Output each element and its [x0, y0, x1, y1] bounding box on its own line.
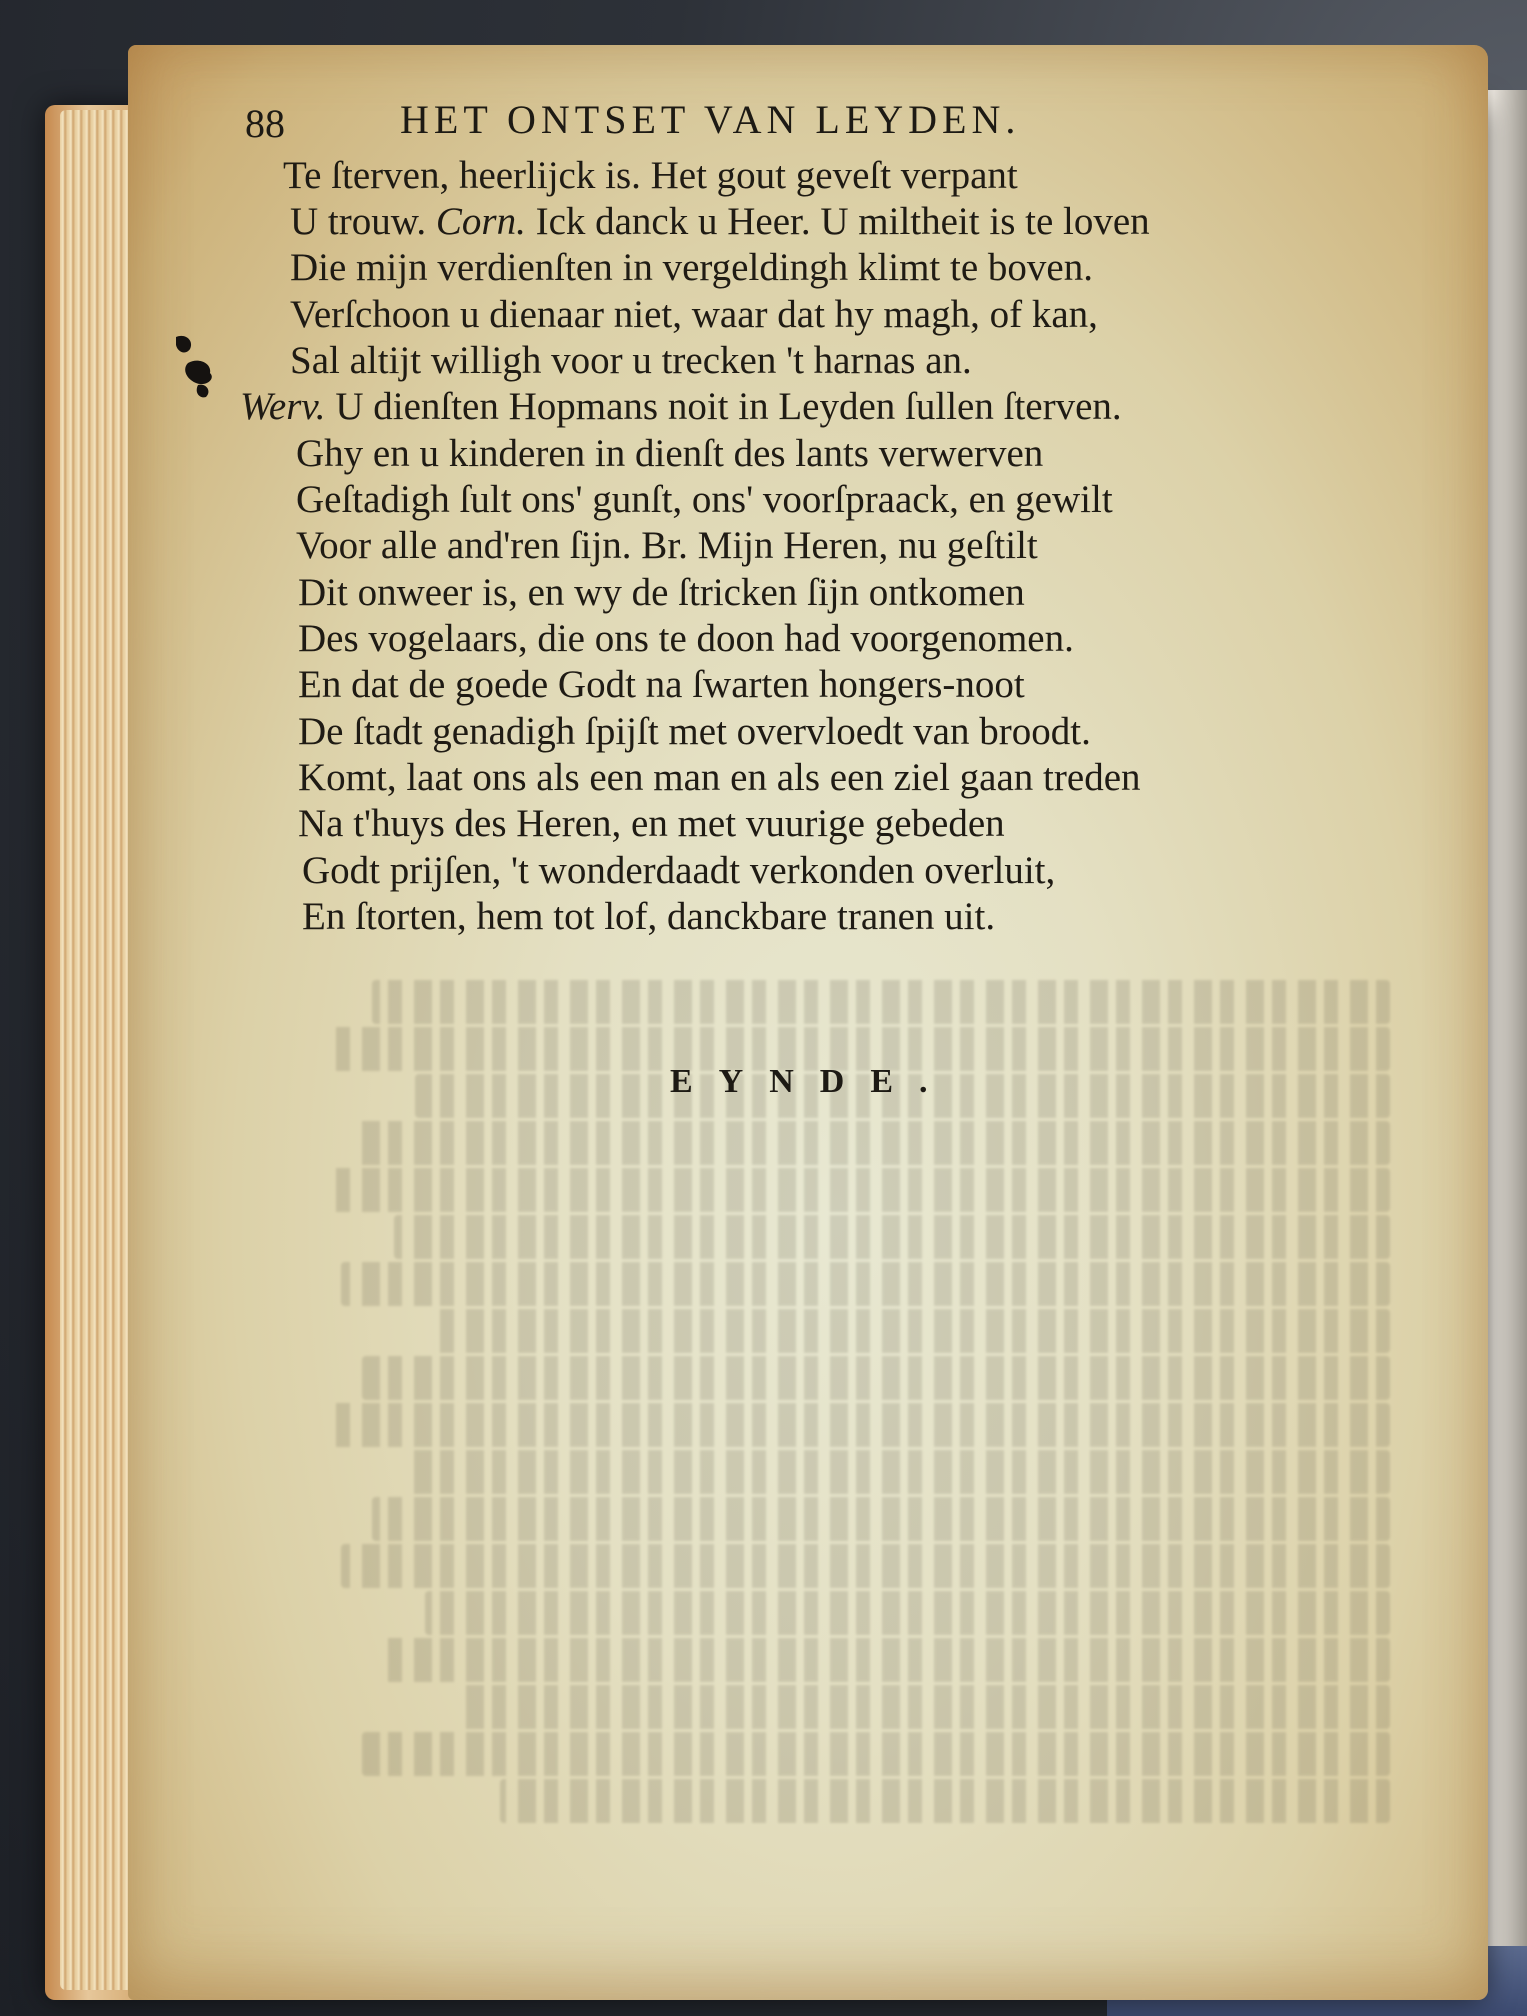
speaker-label: Corn. — [435, 200, 526, 243]
verse-text: Geſtadigh ſult ons' gunſt, ons' voorſpraack, en gewilt — [296, 478, 1113, 521]
verse-line — [290, 338, 972, 384]
verse-line — [298, 662, 1025, 708]
verse-line — [296, 523, 1038, 569]
verse-text: Verſchoon u dienaar niet, waar dat hy magh, of kan, — [290, 293, 1098, 336]
verse-line — [240, 384, 1122, 430]
verse-line — [302, 848, 1055, 894]
verse-line — [296, 431, 1043, 477]
verse-text: Te ſterven, heerlijck is. Het gout geveſt verpant — [283, 154, 1018, 197]
verse-text: U dienſten Hopmans noit in Leyden ſullen ſterven. — [325, 385, 1122, 428]
verse-text: Na t'huys des Heren, en met vuurige gebeden — [298, 802, 1005, 845]
verse-line — [290, 199, 1150, 245]
verse-text: De ſtadt genadigh ſpijſt met overvloedt van broodt. — [298, 710, 1091, 753]
speaker-label: Werv. — [240, 385, 326, 428]
verse-line — [298, 801, 1005, 847]
verse-text: Voor alle and'ren ſijn. Br. Mijn Heren, nu geſtilt — [296, 524, 1038, 567]
verse-line — [283, 153, 1018, 199]
verse-line — [296, 477, 1113, 523]
verse-line — [298, 755, 1141, 801]
ink-smudge-mark — [172, 333, 224, 403]
verse-text: Sal altijt willigh voor u trecken 't harnas an. — [290, 339, 972, 382]
colophon-eynde: EYNDE. — [670, 1063, 954, 1100]
verse-text: Godt prijſen, 't wonderdaadt verkonden overluit, — [302, 849, 1056, 892]
verse-line — [290, 292, 1098, 338]
verse-line — [298, 616, 1074, 662]
verse-text: Komt, laat ons als een man en als een ziel gaan treden — [298, 756, 1141, 799]
verse-text: Die mijn verdienſten in vergeldingh klimt te boven. — [290, 246, 1093, 289]
running-head: HET ONTSET VAN LEYDEN. — [400, 97, 1021, 142]
verse-line — [302, 894, 995, 940]
verse-text: Dit onweer is, en wy de ſtricken ſijn ontkomen — [298, 571, 1025, 614]
verse-line — [298, 709, 1091, 755]
verse-text: En dat de goede Godt na ſwarten hongers-noot — [298, 663, 1025, 706]
verse-text: U trouw. — [290, 200, 436, 243]
verse-text: En ſtorten, hem tot lof, danckbare tranen uit. — [302, 895, 996, 938]
verse-text: Ghy en u kinderen in dienſt des lants verwerven — [296, 432, 1044, 475]
page-number: 88 — [245, 101, 285, 146]
verse-line — [290, 245, 1093, 291]
verse-line — [298, 570, 1025, 616]
verse-text: Des vogelaars, die ons te doon had voorgenomen. — [298, 617, 1074, 660]
verse-text: Ick danck u Heer. U miltheit is te loven — [525, 200, 1150, 243]
